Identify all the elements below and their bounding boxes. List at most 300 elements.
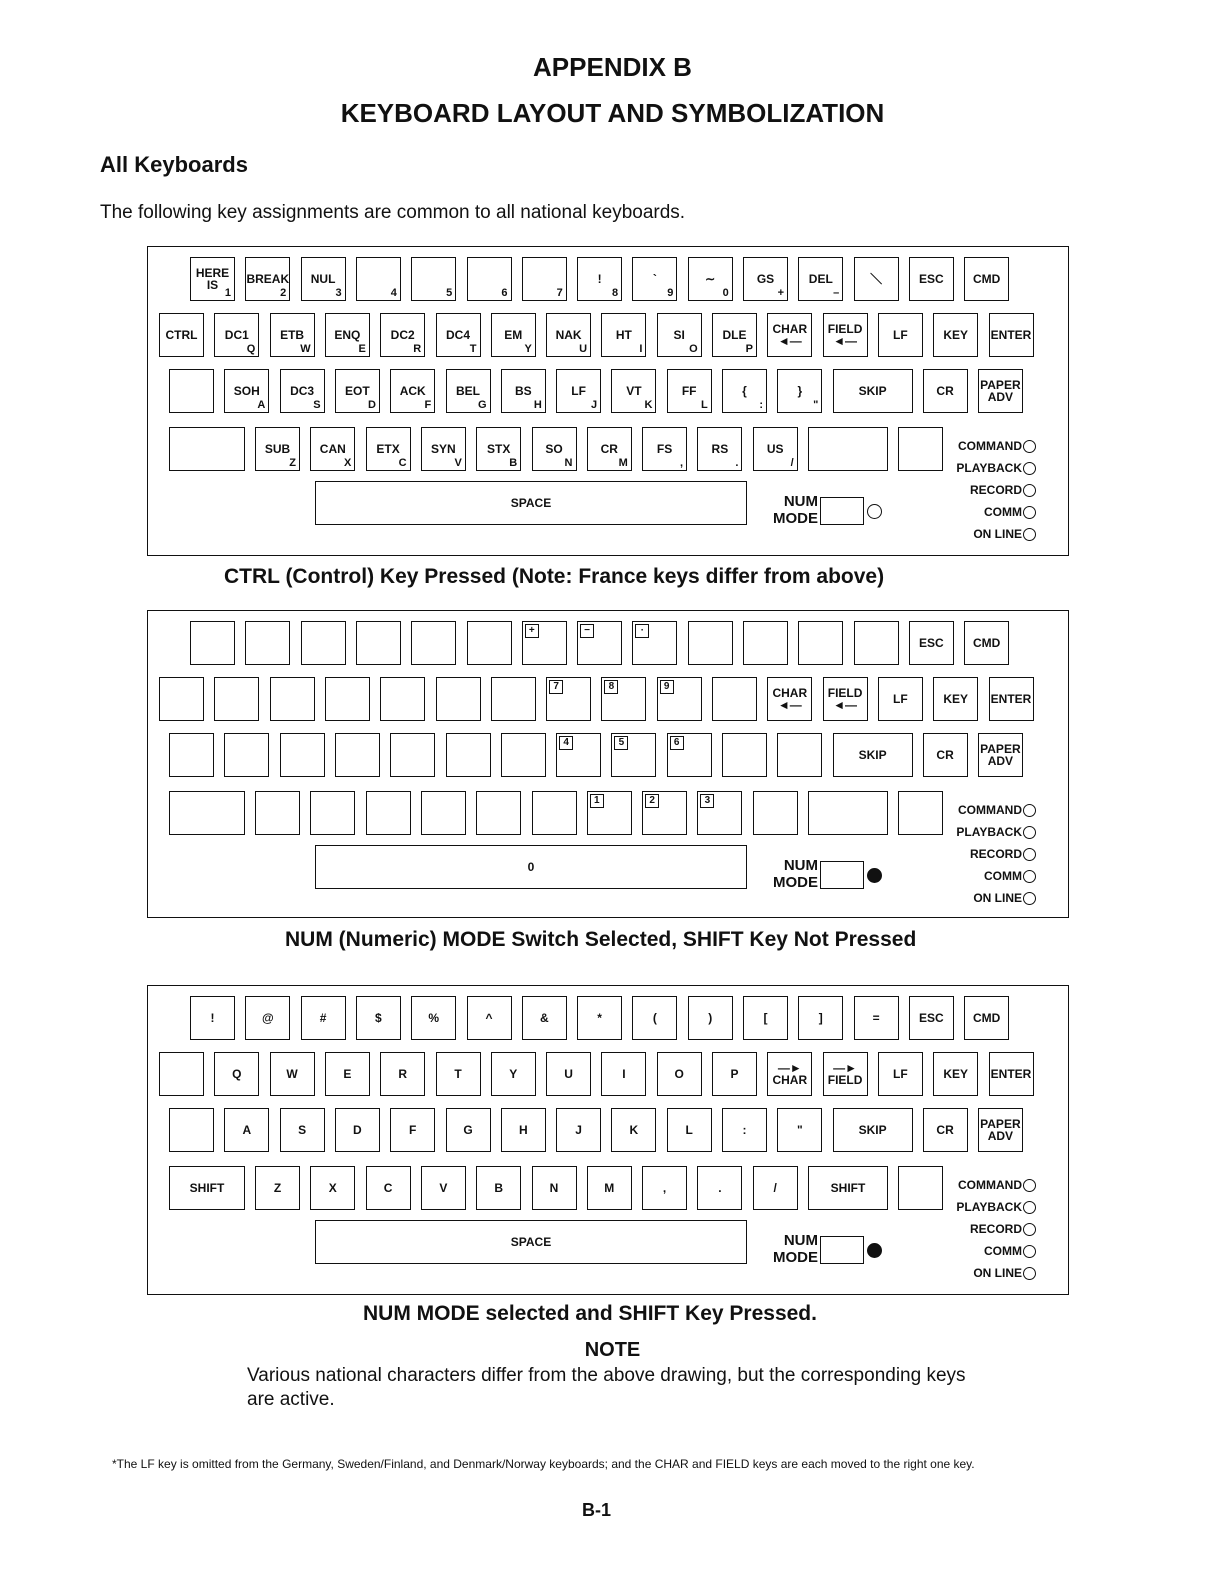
indicator-label: COMM bbox=[984, 505, 1022, 519]
indicator-light-icon bbox=[1023, 870, 1036, 883]
key-label: EOT bbox=[345, 384, 370, 398]
key-corner-symbol: 5 bbox=[614, 736, 628, 750]
keyboard-key bbox=[190, 621, 235, 665]
keyboard-key bbox=[356, 257, 401, 301]
keyboard-key bbox=[933, 1052, 978, 1096]
keyboard-key bbox=[611, 369, 656, 413]
key-corner-symbol: 7 bbox=[549, 680, 563, 694]
keyboard-key bbox=[989, 677, 1034, 721]
keyboard-key bbox=[587, 427, 632, 471]
key-sublabel: E bbox=[358, 343, 366, 355]
key-label: DEL bbox=[808, 272, 833, 286]
key-sublabel: . bbox=[735, 457, 739, 469]
key-label: DC4 bbox=[445, 328, 470, 342]
key-label: L bbox=[685, 1123, 693, 1137]
status-indicator bbox=[896, 843, 1036, 865]
keyboard-key bbox=[964, 257, 1009, 301]
keyboard-key bbox=[380, 677, 425, 721]
keyboard-key bbox=[467, 621, 512, 665]
note-heading: NOTE bbox=[584, 1339, 641, 1361]
keyboard-key bbox=[577, 257, 622, 301]
key-label: HERE IS bbox=[195, 266, 230, 292]
key-label: STX bbox=[487, 442, 511, 456]
keyboard-key bbox=[823, 677, 868, 721]
keyboard-key bbox=[753, 427, 798, 471]
keyboard-key bbox=[245, 996, 290, 1040]
key-label: = bbox=[872, 1011, 880, 1025]
keyboard-key bbox=[446, 733, 491, 777]
key-label: : bbox=[742, 1123, 747, 1137]
num-mode-indicator bbox=[867, 504, 882, 519]
num-mode-label: NUM MODE bbox=[773, 1232, 818, 1266]
keyboard-key bbox=[366, 791, 411, 835]
space-bar-label: 0 bbox=[527, 860, 535, 874]
keyboard-key bbox=[743, 996, 788, 1040]
page-title: KEYBOARD LAYOUT AND SYMBOLIZATION bbox=[340, 98, 885, 128]
key-label: A bbox=[242, 1123, 252, 1137]
key-label: @ bbox=[261, 1011, 274, 1025]
keyboard-key bbox=[777, 733, 822, 777]
keyboard-key bbox=[854, 257, 899, 301]
key-sublabel: Y bbox=[524, 343, 532, 355]
key-label: DC1 bbox=[224, 328, 249, 342]
keyboard-key bbox=[556, 369, 601, 413]
key-label: CR bbox=[600, 442, 618, 456]
key-label: D bbox=[353, 1123, 362, 1137]
num-mode-switch bbox=[820, 497, 864, 525]
keyboard-key bbox=[833, 733, 913, 777]
keyboard-key bbox=[366, 427, 411, 471]
key-label: ] bbox=[818, 1011, 823, 1025]
key-label: HT bbox=[615, 328, 632, 342]
keyboard-key bbox=[325, 677, 370, 721]
keyboard-key bbox=[280, 369, 325, 413]
keyboard-key bbox=[798, 257, 843, 301]
keyboard-key bbox=[657, 313, 702, 357]
keyboard-key bbox=[854, 621, 899, 665]
keyboard-key bbox=[767, 313, 812, 357]
key-sublabel: O bbox=[689, 343, 698, 355]
keyboard-key bbox=[532, 1166, 577, 1210]
indicator-light-icon bbox=[1023, 506, 1036, 519]
keyboard-key bbox=[169, 427, 245, 471]
keyboard-key bbox=[491, 1052, 536, 1096]
key-corner-symbol: 1 bbox=[590, 794, 604, 808]
key-label: $ bbox=[375, 1011, 382, 1025]
key-label: FS bbox=[656, 442, 673, 456]
keyboard-key bbox=[712, 677, 757, 721]
panel-caption: CTRL (Control) Key Pressed (Note: France keys differ from above) bbox=[224, 565, 885, 588]
keyboard-key bbox=[722, 369, 767, 413]
keyboard-key bbox=[245, 257, 290, 301]
keyboard-key bbox=[743, 257, 788, 301]
indicator-light-icon bbox=[1023, 528, 1036, 541]
indicator-label: RECORD bbox=[969, 847, 1022, 861]
key-sublabel: X bbox=[343, 457, 352, 469]
key-corner-symbol: 4 bbox=[559, 736, 573, 750]
key-sublabel: B bbox=[509, 457, 518, 469]
key-sublabel: Q bbox=[246, 343, 256, 355]
keyboard-key bbox=[808, 1166, 888, 1210]
key-label: S bbox=[298, 1123, 307, 1137]
keyboard-key bbox=[169, 369, 214, 413]
key-label: X bbox=[328, 1181, 337, 1195]
key-label: ESC bbox=[919, 272, 944, 286]
key-label: C bbox=[383, 1181, 393, 1195]
keyboard-key bbox=[522, 621, 567, 665]
key-sublabel: K bbox=[644, 399, 653, 411]
key-label: BS bbox=[514, 384, 532, 398]
keyboard-key bbox=[833, 369, 913, 413]
keyboard-key bbox=[411, 996, 456, 1040]
space-bar-label: SPACE bbox=[510, 496, 552, 510]
key-label: , bbox=[662, 1181, 667, 1195]
keyboard-key bbox=[546, 677, 591, 721]
keyboard-key bbox=[697, 427, 742, 471]
keyboard-key bbox=[366, 1166, 411, 1210]
key-sublabel: N bbox=[564, 457, 573, 469]
key-label: } bbox=[797, 384, 803, 398]
keyboard-key bbox=[909, 621, 954, 665]
key-label: T bbox=[454, 1067, 462, 1081]
key-sublabel: I bbox=[639, 343, 643, 355]
key-label: ∼ bbox=[705, 272, 716, 286]
key-label: FIELD ◄— bbox=[827, 322, 863, 348]
key-label: N bbox=[549, 1181, 559, 1195]
intro-text: The following key assignments are common to all national keyboards. bbox=[100, 202, 686, 223]
keyboard-key bbox=[310, 791, 355, 835]
keyboard-key bbox=[214, 313, 259, 357]
key-label: ) bbox=[708, 1011, 713, 1025]
key-label: DC2 bbox=[390, 328, 415, 342]
keyboard-key bbox=[301, 996, 346, 1040]
key-sublabel: W bbox=[300, 343, 311, 355]
key-label: —► CHAR bbox=[772, 1061, 808, 1087]
key-sublabel: G bbox=[477, 399, 487, 411]
key-label: FIELD ◄— bbox=[827, 686, 863, 712]
key-label: PAPER ADV bbox=[980, 742, 1021, 768]
key-label: —► FIELD bbox=[827, 1061, 863, 1087]
keyboard-key bbox=[421, 1166, 466, 1210]
key-sublabel: R bbox=[413, 343, 422, 355]
keyboard-key bbox=[657, 1052, 702, 1096]
keyboard-key bbox=[611, 733, 656, 777]
keyboard-key bbox=[753, 791, 798, 835]
keyboard-key bbox=[722, 733, 767, 777]
key-label: V bbox=[439, 1181, 448, 1195]
key-label: ` bbox=[652, 272, 657, 286]
keyboard-key bbox=[642, 1166, 687, 1210]
key-label: # bbox=[319, 1011, 327, 1025]
keyboard-key bbox=[380, 1052, 425, 1096]
keyboard-key bbox=[657, 677, 702, 721]
keyboard-key bbox=[522, 257, 567, 301]
key-sublabel: 7 bbox=[556, 287, 563, 299]
key-label: SKIP bbox=[858, 384, 887, 398]
key-label: ENQ bbox=[334, 328, 361, 342]
keyboard-key bbox=[667, 369, 712, 413]
key-label: VT bbox=[626, 384, 642, 398]
keyboard-key bbox=[310, 1166, 355, 1210]
keyboard-key bbox=[190, 996, 235, 1040]
key-label: O bbox=[674, 1067, 684, 1081]
key-label: Z bbox=[273, 1181, 282, 1195]
num-mode-indicator bbox=[867, 868, 882, 883]
key-label: U bbox=[564, 1067, 573, 1081]
keyboard-key bbox=[224, 369, 269, 413]
key-corner-symbol: 2 bbox=[645, 794, 659, 808]
keyboard-key bbox=[601, 313, 646, 357]
keyboard-key bbox=[978, 1108, 1023, 1152]
key-label: CR bbox=[936, 1123, 954, 1137]
keyboard-key bbox=[767, 1052, 812, 1096]
keyboard-key bbox=[356, 996, 401, 1040]
key-corner-symbol: 8 bbox=[604, 680, 618, 694]
keyboard-panel bbox=[147, 985, 1069, 1295]
keyboard-key bbox=[964, 996, 1009, 1040]
status-indicator bbox=[896, 1262, 1036, 1284]
key-label: ETB bbox=[280, 328, 305, 342]
keyboard-key bbox=[777, 1108, 822, 1152]
key-label: CMD bbox=[973, 272, 1001, 286]
keyboard-key bbox=[989, 1052, 1034, 1096]
key-sublabel: 0 bbox=[722, 287, 729, 299]
key-label: ENTER bbox=[990, 328, 1032, 342]
keyboard-key bbox=[446, 1108, 491, 1152]
key-label: SHIFT bbox=[830, 1181, 866, 1195]
keyboard-key bbox=[467, 996, 512, 1040]
key-sublabel: 9 bbox=[667, 287, 674, 299]
keyboard-key bbox=[436, 677, 481, 721]
key-label: CTRL bbox=[165, 328, 198, 342]
keyboard-key bbox=[688, 621, 733, 665]
keyboard-key bbox=[878, 677, 923, 721]
key-sublabel: – bbox=[833, 287, 840, 299]
status-indicator bbox=[896, 1196, 1036, 1218]
key-label: K bbox=[629, 1123, 639, 1137]
keyboard-key bbox=[933, 313, 978, 357]
keyboard-key bbox=[722, 1108, 767, 1152]
key-label: PAPER ADV bbox=[980, 378, 1021, 404]
keyboard-key bbox=[390, 733, 435, 777]
keyboard-key bbox=[989, 313, 1034, 357]
keyboard-key bbox=[325, 313, 370, 357]
indicator-label: ON LINE bbox=[973, 1266, 1022, 1280]
keyboard-key bbox=[411, 257, 456, 301]
keyboard-key bbox=[642, 427, 687, 471]
keyboard-key bbox=[335, 1108, 380, 1152]
key-label: P bbox=[730, 1067, 739, 1081]
keyboard-key bbox=[159, 313, 204, 357]
space-bar bbox=[315, 845, 747, 889]
indicator-light-icon bbox=[1023, 484, 1036, 497]
keyboard-key bbox=[632, 996, 677, 1040]
keyboard-key bbox=[697, 791, 742, 835]
key-label: SHIFT bbox=[189, 1181, 225, 1195]
keyboard-key bbox=[169, 791, 245, 835]
keyboard-key bbox=[411, 621, 456, 665]
keyboard-key bbox=[301, 257, 346, 301]
status-indicator bbox=[896, 501, 1036, 523]
key-label: H bbox=[518, 1123, 528, 1137]
space-bar-label: SPACE bbox=[510, 1235, 552, 1249]
key-label: . bbox=[718, 1181, 722, 1195]
key-label: KEY bbox=[943, 692, 969, 706]
keyboard-key bbox=[823, 1052, 868, 1096]
key-sublabel: J bbox=[590, 399, 598, 411]
keyboard-key bbox=[491, 313, 536, 357]
key-sublabel: 6 bbox=[501, 287, 508, 299]
key-sublabel: U bbox=[579, 343, 588, 355]
keyboard-key bbox=[798, 996, 843, 1040]
keyboard-key bbox=[854, 996, 899, 1040]
key-label: I bbox=[622, 1067, 626, 1081]
keyboard-key bbox=[546, 1052, 591, 1096]
keyboard-key bbox=[501, 369, 546, 413]
indicator-light-icon bbox=[1023, 1179, 1036, 1192]
status-indicator bbox=[896, 865, 1036, 887]
key-label: E bbox=[343, 1067, 352, 1081]
key-label: B bbox=[494, 1181, 504, 1195]
key-label: % bbox=[428, 1011, 440, 1025]
key-sublabel: M bbox=[618, 457, 628, 469]
key-label: DLE bbox=[722, 328, 747, 342]
key-label: NAK bbox=[555, 328, 582, 342]
key-label: CMD bbox=[973, 636, 1001, 650]
keyboard-key bbox=[214, 1052, 259, 1096]
key-label: J bbox=[575, 1123, 582, 1137]
indicator-label: COMM bbox=[984, 869, 1022, 883]
keyboard-key bbox=[255, 1166, 300, 1210]
key-label: US bbox=[766, 442, 784, 456]
key-sublabel: " bbox=[813, 399, 819, 411]
key-label: SI bbox=[673, 328, 685, 342]
keyboard-key bbox=[688, 257, 733, 301]
indicator-light-icon bbox=[1023, 848, 1036, 861]
key-sublabel: L bbox=[700, 399, 708, 411]
key-label: Y bbox=[509, 1067, 518, 1081]
indicator-label: PLAYBACK bbox=[956, 461, 1022, 475]
keyboard-key bbox=[446, 369, 491, 413]
keyboard-key bbox=[476, 791, 521, 835]
keyboard-key bbox=[798, 621, 843, 665]
keyboard-key bbox=[522, 996, 567, 1040]
key-label: PAPER ADV bbox=[980, 1117, 1021, 1143]
indicator-label: RECORD bbox=[969, 1222, 1022, 1236]
keyboard-key bbox=[601, 677, 646, 721]
status-indicator bbox=[896, 523, 1036, 545]
keyboard-key bbox=[224, 1108, 269, 1152]
keyboard-key bbox=[169, 1108, 214, 1152]
keyboard-key bbox=[501, 1108, 546, 1152]
key-sublabel: P bbox=[745, 343, 753, 355]
keyboard-key bbox=[436, 313, 481, 357]
keyboard-key bbox=[878, 1052, 923, 1096]
indicator-label: COMMAND bbox=[958, 439, 1022, 453]
key-label: W bbox=[286, 1067, 298, 1081]
key-label: ENTER bbox=[990, 692, 1032, 706]
key-label: SOH bbox=[233, 384, 260, 398]
keyboard-key bbox=[964, 621, 1009, 665]
keyboard-key bbox=[978, 733, 1023, 777]
keyboard-key bbox=[159, 1052, 204, 1096]
indicator-label: PLAYBACK bbox=[956, 1200, 1022, 1214]
key-label: LF bbox=[893, 328, 908, 342]
keyboard-key bbox=[909, 996, 954, 1040]
keyboard-key bbox=[833, 1108, 913, 1152]
key-sublabel: T bbox=[469, 343, 477, 355]
keyboard-key bbox=[823, 313, 868, 357]
key-label: SYN bbox=[431, 442, 456, 456]
keyboard-key bbox=[878, 313, 923, 357]
keyboard-key bbox=[335, 733, 380, 777]
keyboard-key bbox=[224, 733, 269, 777]
key-label: CHAR ◄— bbox=[772, 686, 808, 712]
keyboard-key bbox=[632, 621, 677, 665]
keyboard-key bbox=[587, 1166, 632, 1210]
key-label: & bbox=[539, 1011, 549, 1025]
key-label: GS bbox=[756, 272, 775, 286]
key-sublabel: V bbox=[454, 457, 462, 469]
key-label: KEY bbox=[943, 1067, 969, 1081]
indicator-light-icon bbox=[1023, 804, 1036, 817]
indicator-label: ON LINE bbox=[973, 891, 1022, 905]
key-sublabel: H bbox=[533, 399, 542, 411]
keyboard-key bbox=[933, 677, 978, 721]
key-label: NUL bbox=[310, 272, 336, 286]
keyboard-key bbox=[532, 427, 577, 471]
keyboard-key bbox=[577, 621, 622, 665]
note-text: Various national characters differ from the above drawing, but the corresponding keys are active. bbox=[247, 1365, 966, 1410]
keyboard-key bbox=[245, 621, 290, 665]
indicator-label: PLAYBACK bbox=[956, 825, 1022, 839]
keyboard-key bbox=[577, 996, 622, 1040]
keyboard-key bbox=[712, 1052, 757, 1096]
keyboard-key bbox=[421, 791, 466, 835]
indicator-label: RECORD bbox=[969, 483, 1022, 497]
keyboard-key bbox=[476, 1166, 521, 1210]
keyboard-key bbox=[390, 1108, 435, 1152]
keyboard-key bbox=[532, 791, 577, 835]
key-sublabel: 5 bbox=[446, 287, 453, 299]
key-sublabel: 2 bbox=[280, 287, 287, 299]
indicator-light-icon bbox=[1023, 1267, 1036, 1280]
indicator-light-icon bbox=[1023, 440, 1036, 453]
key-sublabel: 8 bbox=[611, 287, 619, 299]
key-label: SO bbox=[545, 442, 563, 456]
keyboard-key bbox=[587, 791, 632, 835]
keyboard-key bbox=[270, 313, 315, 357]
keyboard-key bbox=[688, 996, 733, 1040]
key-corner-symbol: · bbox=[635, 624, 649, 638]
keyboard-key bbox=[421, 427, 466, 471]
keyboard-key bbox=[909, 257, 954, 301]
panel-caption: NUM MODE selected and SHIFT Key Pressed. bbox=[363, 1302, 817, 1325]
key-label: CHAR ◄— bbox=[772, 322, 808, 348]
section-heading: All Keyboards bbox=[100, 152, 248, 177]
keyboard-key bbox=[978, 369, 1023, 413]
key-label: [ bbox=[763, 1011, 768, 1025]
key-label: SKIP bbox=[858, 748, 887, 762]
num-mode-label: NUM MODE bbox=[773, 857, 818, 891]
key-label: RS bbox=[711, 442, 729, 456]
status-indicator bbox=[896, 887, 1036, 909]
indicator-label: COMM bbox=[984, 1244, 1022, 1258]
key-label: SKIP bbox=[858, 1123, 887, 1137]
indicator-light-icon bbox=[1023, 826, 1036, 839]
keyboard-key bbox=[390, 369, 435, 413]
keyboard-key bbox=[667, 733, 712, 777]
